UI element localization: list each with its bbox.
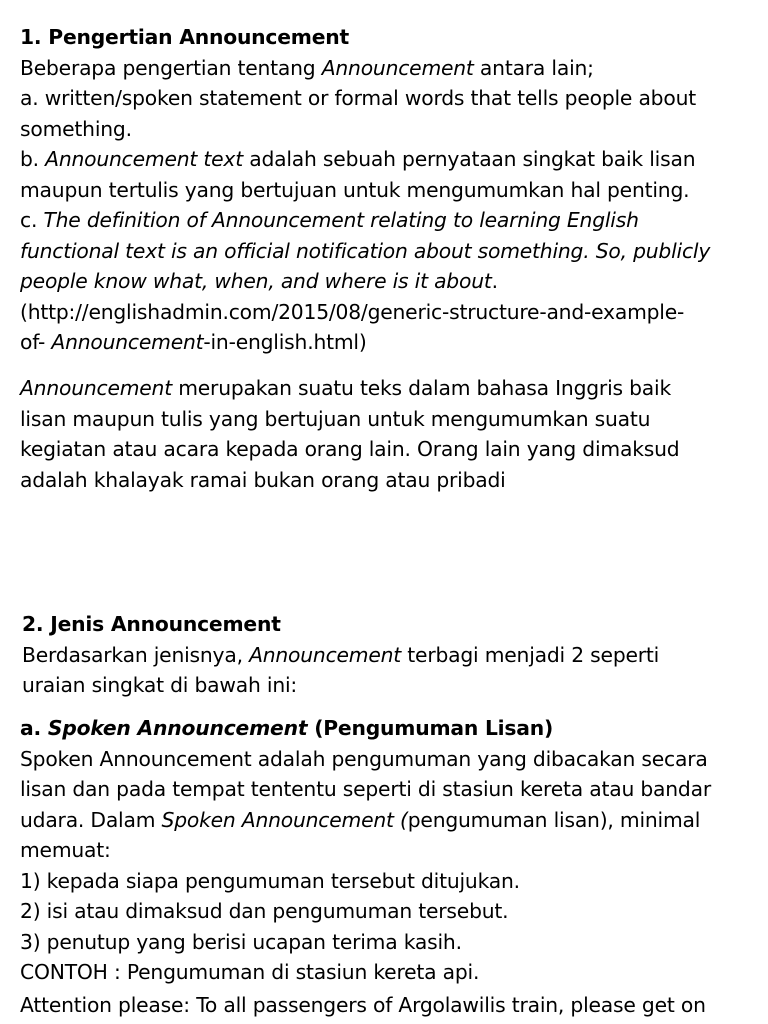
item-c-line-3 [20,266,754,297]
list-item: 1) kepada siapa pengumuman tersebut ditujukan. [20,868,520,893]
definition-line-3: kegiatan atau acara kepada orang lain. Orang lain yang dimaksud [20,437,680,461]
intro-text-end: antara lain; [473,55,594,80]
definition-term: Announcement [20,376,172,400]
item-b-line-1 [20,144,754,175]
source-text: of- [20,330,52,354]
section-1-heading: 1. Pengertian Announcement [20,25,350,49]
item-b-term: Announcement text [45,147,243,171]
section-2a-text: udara. Dalam [20,807,162,832]
section-2-intro-text-end: terbagi menjadi 2 seperti [401,642,660,667]
section-2a-suffix: (Pengumuman Lisan) [307,716,554,740]
section-1 [20,22,754,358]
definition-line-2: lisan maupun tulis yang bertujuan untuk mengumumkan suatu [20,406,651,431]
definition-line-4: adalah khalayak ramai bukan orang atau pribadi [20,467,506,492]
section-2a-line-2: lisan dan pada tempat tententu seperti di stasiun kereta atau bandar [20,777,711,801]
item-a-line-2: something. [20,116,132,141]
source-url-line-2 [20,327,754,358]
section-2-intro-text: Berdasarkan jenisnya, [22,642,250,667]
intro-text: Beberapa pengertian tentang [20,55,322,80]
example-label: CONTOH : Pengumuman di stasiun kereta api. [20,960,480,984]
section-2a-term-inline: Spoken Announcement ( [161,807,408,832]
item-c-text-end: people know what, when, and where is it about [20,269,492,293]
source-text-end: -in-english.html) [203,330,367,354]
section-2a [20,713,754,988]
item-b-prefix: b. [20,147,46,171]
example-line-1: Attention please: To all passengers of Argolawilis train, please get on [20,993,706,1017]
section-2a-line-3 [20,805,754,836]
definition-line-1 [20,373,754,404]
section-2a-text-end: pengumuman lisan), minimal [407,807,701,832]
definition-text: merupakan suatu teks dalam bahasa Inggris baik [171,376,671,400]
section-1-intro [20,53,754,84]
section-2a-line-1: Spoken Announcement adalah pengumuman yang dibacakan secara [20,746,708,771]
section-2 [22,609,756,701]
section-2-intro-line-2: uraian singkat di bawah ini: [22,673,298,697]
section-2a-heading [20,713,754,744]
item-c-line-1 [20,205,754,236]
item-a-line-1: a. written/spoken statement or formal words that tells people about [20,86,696,110]
list-item: 2) isi atau dimaksud dan pengumuman tersebut. [20,899,509,923]
definition-paragraph [20,373,754,495]
section-2a-line-4: memuat: [20,838,111,862]
item-c-line-2: functional text is an official notification about something. So, publicly [20,238,711,263]
item-b-text: adalah sebuah pernyataan singkat baik lisan [242,147,696,171]
section-2-heading: 2. Jenis Announcement [22,612,281,636]
list-item: 3) penutup yang berisi ucapan terima kasih. [20,929,462,954]
section-2-intro-term: Announcement [249,642,402,667]
intro-term: Announcement [321,55,474,80]
section-2a-prefix: a. [20,716,48,740]
section-2a-term: Spoken Announcement [47,716,308,740]
example-text-line [20,990,754,1021]
section-2-intro-line-1 [22,640,756,671]
item-c-prefix: c. [20,208,44,232]
source-url-line-1: (http://englishadmin.com/2015/08/generic-structure-and-example- [20,299,685,324]
item-b-line-2: maupun tertulis yang bertujuan untuk mengumumkan hal penting. [20,177,690,202]
item-c-text: The definition of Announcement relating to learning English [43,208,639,232]
source-term: Announcement [51,330,204,354]
item-c-period: . [491,269,498,293]
